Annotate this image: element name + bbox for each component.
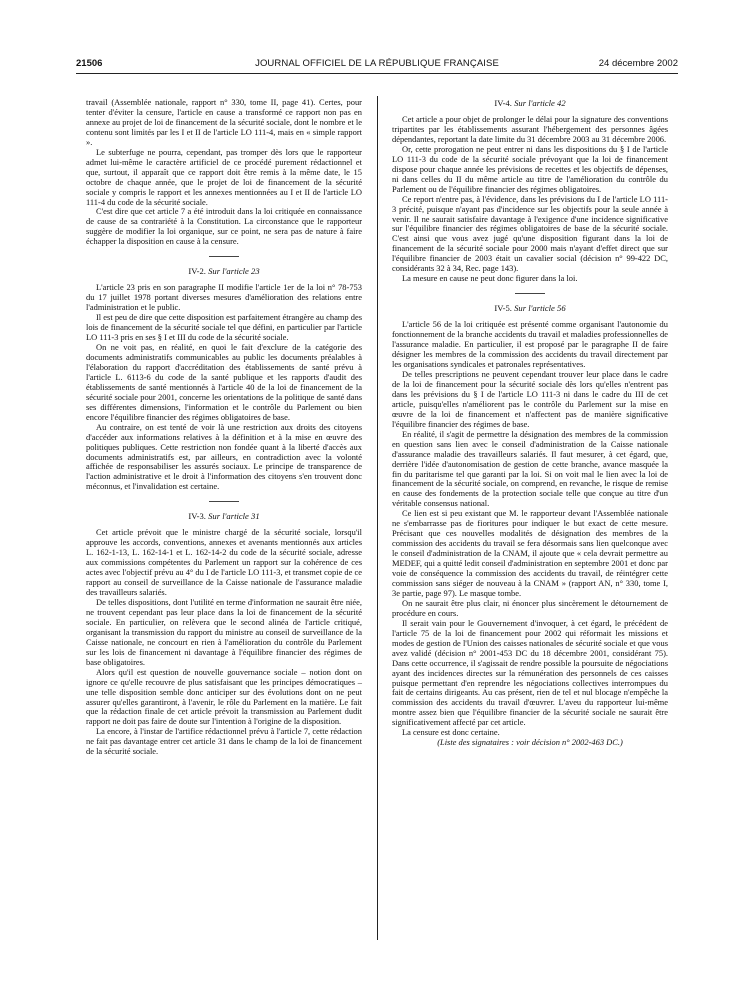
paragraph: Or, cette prorogation ne peut entrer ni dans les dispositions du § I de l'article LO 111-3 du code de la sécurité sociale prévoyant que la loi de financement dispose pour chaque année les prévisions de recettes et les objectifs de dépenses, ni dans celles du II du même article au titre de l'amélioration du contrôle du Parlement ou de l'équilibre financier des régimes obligatoires. <box>392 143 668 194</box>
journal-title: JOURNAL OFFICIEL DE LA RÉPUBLIQUE FRANÇAISE <box>255 58 499 69</box>
section-label: Sur l'article 23 <box>208 266 260 277</box>
section-heading <box>392 98 668 108</box>
issue-date: 24 décembre 2002 <box>598 58 678 69</box>
section-number: IV-4. <box>494 98 512 108</box>
section-label: Sur l'article 31 <box>208 511 260 522</box>
signatories-note: (Liste des signataires : voir décision n° 2002-463 DC.) <box>437 737 623 748</box>
paragraph: La encore, à l'instar de l'artifice rédactionnel prévu à l'article 7, cette rédaction ne fait pas davantage entrer cet article 31 dans le champ de la loi de financement de la sécurité sociale. <box>86 726 362 757</box>
section-heading <box>86 511 362 521</box>
paragraph: De telles prescriptions ne peuvent cependant trouver leur place dans le cadre de la loi de financement pour la sécurité sociale dès lors qu'elles n'entrent pas dans les prévisions du § I de l'article LO 111-3 ni dans le cadre du III de cet article, puisqu'elles n'améliorent pas le contrôle du Parlement sur la mise en œuvre de la loi de financement et n'affectent pas de manière significative l'équilibre financier des régimes de base. <box>392 368 668 429</box>
paragraph: La censure est donc certaine. <box>402 727 500 738</box>
running-header <box>76 58 678 72</box>
paragraph: Cet article a pour objet de prolonger le délai pour la signature des conventions tripartites par les établissements assurant l'hébergement des personnes âgées dépendantes, reportant la date limite du 31 décembre 2003 au 31 décembre 2006. <box>392 114 668 144</box>
paragraph: On ne voit pas, en réalité, en quoi le fait d'exclure de la catégorie des documents administratifs communicables au public les documents préalables à l'élaboration du rapport d'accréditation des établissements de santé prévu à l'article L. 6113-6 du code de la santé publique et les rapports d'audit des établissements de santé mentionnés à l'article 40 de la loi de financement de la sécurité sociale pour 2001, concerne les orientations de la politique de santé dans ses différentes dimensions, l'information et le contrôle du Parlement ou bien encore l'équilibre financier des régimes obligatoires de base. <box>86 342 362 422</box>
paragraph: Ce report n'entre pas, à l'évidence, dans les prévisions du I de l'article LO 111-3 précité, puisque n'ayant pas d'incidence sur les objectifs pour la seule année à venir. Il ne saurait satisfaire davantage à l'exigence d'une incidence significative sur l'équilibre financier des régimes obligatoires de base de la sécurité sociale. C'est ainsi que vous avez jugé qu'une disposition figurant dans la loi de financement de la sécurité sociale pour 2000 mais n'ayant d'effet direct que sur l'équilibre financier de 2003 était un cavalier social (décision n° 99-422 DC, considérants 32 à 34, Rec. page 143). <box>392 193 668 274</box>
right-column <box>392 98 668 748</box>
paragraph: Le subterfuge ne pourra, cependant, pas tromper dès lors que le rapporteur admet lui-même le caractère artificiel de ce procédé purement rédactionnel et que, surtout, il apparaît que ce rapport doit être remis à la même date, le 15 octobre de chaque année, que le projet de loi de financement de la sécurité sociale y compris le rapport et les annexes mentionnées au I et II de l'article LO 111-4 du code de la sécurité sociale. <box>86 146 362 207</box>
paragraph: On ne saurait être plus clair, ni énoncer plus sincèrement le détournement de procédure en cours. <box>392 597 668 618</box>
paragraph: Cet article prévoit que le ministre chargé de la sécurité sociale, lorsqu'il approuve les accords, conventions, annexes et avenants mentionnés aux articles L. 162-1-13, L. 162-14-1 et L. 162-14-2 du code de la sécurité sociale, adresse aux commissions compétentes du Parlement un rapport sur la cohérence de ces actes avec l'objectif prévu au 4° du I de l'article LO 111-3, et transmet copie de ce rapport au conseil de surveillance de la Caisse nationale de l'assurance maladie des travailleurs salariés. <box>86 527 362 598</box>
paragraph: En réalité, il s'agit de permettre la désignation des membres de la commission en question sans lien avec le conseil d'administration de la Caisse nationale d'assurance maladie des travailleurs salariés. Il faut mesurer, à cet égard, que, derrière l'idée d'autonomisation de gestion de cette branche, avance masquée la fin du paritarisme tel que garanti par la loi. Si on voit mal le lien avec la loi de financement de la sécurité sociale, on comprend, en revanche, le risque de remise en cause des fondements de la protection sociale telle que conçue au titre d'un véritable consensus national. <box>392 428 668 509</box>
left-column <box>86 98 362 757</box>
paragraph: De telles dispositions, dont l'utilité en terme d'information ne saurait être niée, ne trouvent cependant pas leur place dans la loi de financement de la sécurité sociale. En particulier, on relèvera que le second alinéa de l'article critiqué, organisant la transmission du rapport du ministre au conseil de surveillance de la Caisse nationale, ne concourt en rien à l'amélioration du contrôle du Parlement sur les lois de financement ni davantage à l'équilibre financier des régimes de base obligatoires. <box>86 596 362 667</box>
paragraph: La mesure en cause ne peut donc figurer dans la loi. <box>402 273 578 284</box>
paragraph: L'article 23 pris en son paragraphe II modifie l'article 1er de la loi n° 78-753 du 17 juillet 1978 portant diverses mesures d'amélioration des relations entre l'administration et le public. <box>86 282 362 313</box>
paragraph: travail (Assemblée nationale, rapport n° 330, tome II, page 41). Certes, pour tenter d'éviter la censure, l'article en cause a transformé ce rapport non pas en annexe au projet de loi de financement de la sécurité sociale, dont le nombre et le contenu sont limités par les I et II de l'article LO 111-4, mais en « simple rapport ». <box>86 97 362 147</box>
paragraph: Ce lien est si peu existant que M. le rapporteur devant l'Assemblée nationale ne s'embarrasse pas de fioritures pour indiquer le but exact de cette mesure. Précisant que ces nouvelles modalités de désignation des membres de la commission des accidents du travail se fera désormais sans lien quelconque avec le conseil d'administration de la CNAM, il ajoute que « cela devrait permettre au MEDEF, qui a quitté ledit conseil d'administration en septembre 2001 et donc par voie de conséquence la commission des accidents du travail, de réintégrer cette commission sans siéger de nouveau à la CNAM » (rapport AN, n° 330, tome I, 3e partie, page 97). Le masque tombe. <box>392 508 668 598</box>
paragraph: Il est peu de dire que cette disposition est parfaitement étrangère au champ des lois de financement de la sécurité sociale tel que défini, en particulier par l'article LO 111-3 pris en ses § I et III du code de la sécurité sociale. <box>86 312 362 343</box>
section-number: IV-2. <box>188 266 206 277</box>
paragraph: Il serait vain pour le Gouvernement d'invoquer, à cet égard, le précédent de l'article 75 de la loi de financement pour 2002 qui réformait les missions et modes de gestion de l'Union des caisses nationales de sécurité sociale et que vous avez validé (décision n° 2001-453 DC du 18 décembre 2001, considérant 75). Dans cette occurrence, il s'agissait de rendre possible la poursuite de négociations ayant des incidences directes sur la rémunération des personnels de ces caisses puisque permettant d'en reprendre les négociations collectives interrompues du fait de certains dirigeants. Au cas présent, rien de tel et nul blocage n'empêche la commission des accidents du travail d'œuvrer. L'aveu du rapporteur lui-même montre assez bien que l'équilibre financier de la sécurité sociale ne saurait être significativement affecté par cet article. <box>392 617 668 728</box>
section-number: IV-3. <box>188 511 206 522</box>
paragraph: L'article 56 de la loi critiquée est présenté comme organisant l'autonomie du fonctionnement de la branche accidents du travail et maladies professionnelles de l'assurance maladie. En particulier, il est proposé par le paragraphe II de faire désigner les membres de la commission des accidents du travail directement par les organisations syndicales et patronales représentatives. <box>392 319 668 370</box>
paragraph: Au contraire, on est tenté de voir là une restriction aux droits des citoyens d'accéder aux informations relatives à la définition et à la mise en œuvre des politiques publiques. Cette restriction non fondée quant à la liberté d'accès aux documents administratifs est, par ailleurs, en contradiction avec la volonté affichée de responsabiliser les assurés sociaux. Le principe de transparence de l'action administrative et le droit à l'information des citoyens s'en trouvent donc méconnus, et l'invalidation est certaine. <box>86 421 362 492</box>
page-number: 21506 <box>76 58 103 69</box>
section-heading <box>86 266 362 276</box>
paragraph: Alors qu'il est question de nouvelle gouvernance sociale – notion dont on ignore ce qu'elle recouvre de plus satisfaisant que les principes démocratiques – une telle disposition semble donc anticiper sur des évolutions dont on ne peut assurer qu'elles garantiront, à l'avenir, le rôle du Parlement en la matière. Le fait que la rédaction finale de cet article prévoit la transmission au Parlement dudit rapport ne doit pas faire de doute sur l'intention à l'origine de la disposition. <box>86 666 362 727</box>
section-heading <box>392 303 668 313</box>
section-label: Sur l'article 42 <box>514 98 566 108</box>
section-label: Sur l'article 56 <box>514 303 566 314</box>
column-divider <box>377 96 378 940</box>
header-rule <box>76 73 678 74</box>
paragraph: C'est dire que cet article 7 a été introduit dans la loi critiquée en connaissance de cause de sa contrariété à la Constitution. La circonstance que le rapporteur suggère de modifier la loi organique, sur ce point, ne sera pas de nature à faire échapper la disposition en cause à la censure. <box>86 206 362 247</box>
section-number: IV-5. <box>494 303 512 314</box>
